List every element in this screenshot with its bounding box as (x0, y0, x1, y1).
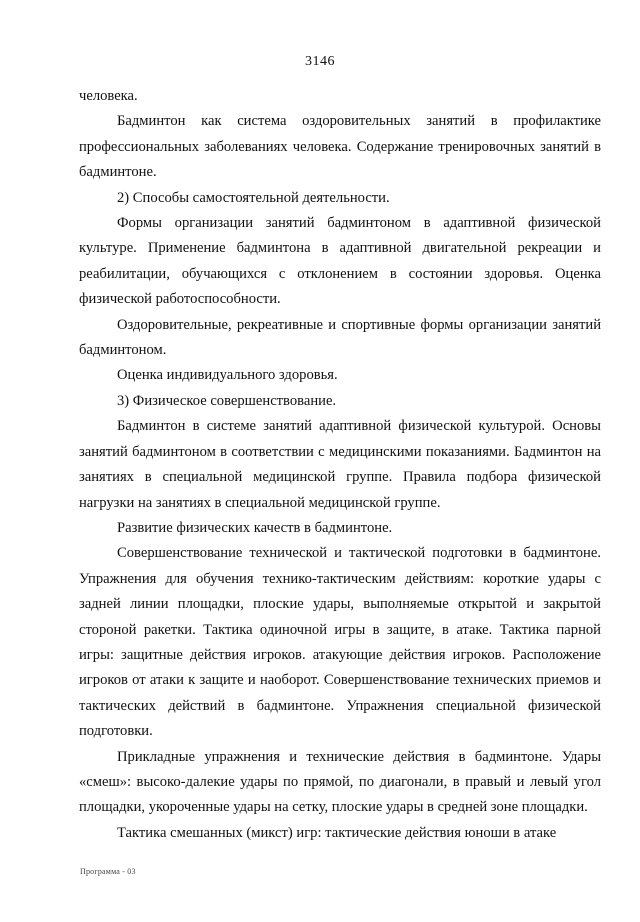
paragraph: Бадминтон в системе занятий адаптивной физической культурой. Основы занятий бадминтоном в соответствии с медицинскими показаниями. Бадминтон на занятиях в специальной медицинской группе. Правила подбора физической нагрузки на занятиях в специальной медицинской группе. (79, 418, 601, 511)
document-body (79, 84, 601, 846)
paragraph: 3) Физическое совершенствование. (117, 392, 337, 409)
page-number: 3146 (305, 54, 335, 69)
paragraph: Оздоровительные, рекреативные и спортивные формы организации занятий бадминтоном. (79, 316, 601, 359)
paragraph: Развитие физических качеств в бадминтоне. (117, 519, 393, 536)
paragraph: человека. (79, 88, 138, 104)
paragraph: Бадминтон как система оздоровительных занятий в профилактике профессиональных заболеваниях человека. Содержание тренировочных занятий в бадминтоне. (79, 113, 601, 181)
paragraph: Совершенствование технической и тактической подготовки в бадминтоне. Упражнения для обучения технико-тактическим действиям: короткие удары с задней линии площадки, плоские удары, выполняемые открытой и закрытой стороной ракетки. Тактика одиночной игры в защите, в атаке. Тактика парной игры: защитные действия игроков. атакующие действия игроков. Расположение игроков от атаки к защите и наоборот. Совершенствование технических приемов и тактических действий в бадминтоне. Упражнения специальной физической подготовки. (79, 545, 601, 740)
paragraph: Оценка индивидуального здоровья. (117, 367, 338, 384)
paragraph: Прикладные упражнения и технические действия в бадминтоне. Удары «смеш»: высоко-далекие удары по прямой, по диагонали, в правый и левый угол площадки, укороченные удары на сетку, плоские удары в средней зоне площадки. (79, 748, 601, 816)
footer-label: Программа - 03 (80, 867, 136, 876)
paragraph: Тактика смешанных (микст) игр: тактические действия юноши в атаке (117, 824, 557, 841)
paragraph: 2) Способы самостоятельной деятельности. (117, 189, 390, 206)
paragraph: Формы организации занятий бадминтоном в адаптивной физической культуре. Применение бадминтона в адаптивной двигательной рекреации и реабилитации, обучающихся с отклонением в состоянии здоровья. Оценка физической работоспособности. (79, 215, 601, 308)
